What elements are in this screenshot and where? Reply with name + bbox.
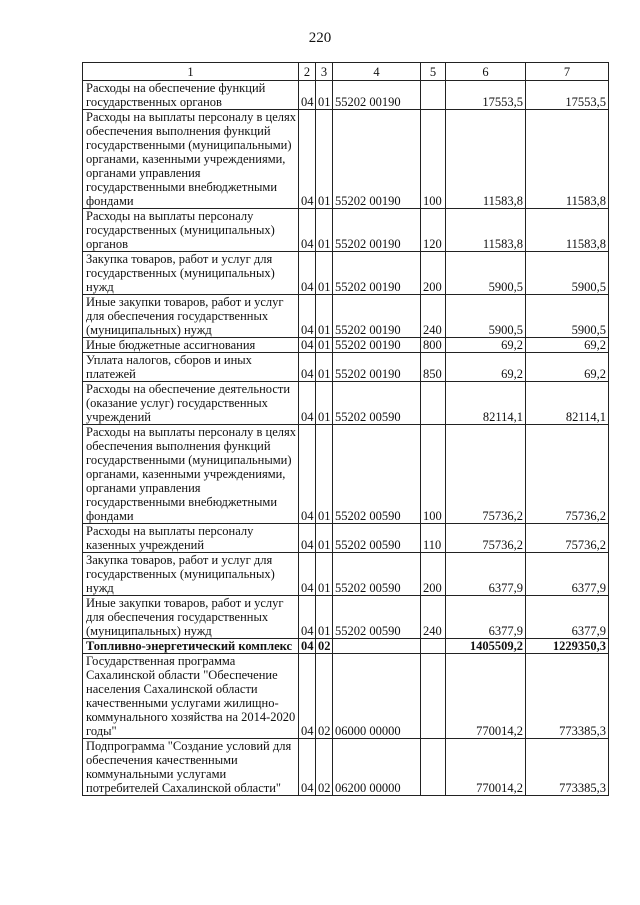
amount-year1-cell: 6377,9 — [446, 596, 526, 639]
subsection-code-cell: 01 — [316, 81, 333, 110]
target-article-cell: 55202 00590 — [333, 524, 421, 553]
table-row — [83, 596, 609, 639]
amount-year2-cell: 773385,3 — [526, 739, 609, 796]
row-name-cell: Иные бюджетные ассигнования — [83, 338, 299, 353]
column-header: 7 — [526, 63, 609, 81]
section-code-cell: 04 — [299, 209, 316, 252]
expense-type-cell: 850 — [421, 353, 446, 382]
row-name-cell: Подпрограмма "Создание условий для обеспечения качественными коммунальными услугами потребителей Сахалинской области" — [83, 739, 299, 796]
amount-year1-cell: 69,2 — [446, 338, 526, 353]
expense-type-cell: 240 — [421, 596, 446, 639]
table-row — [83, 295, 609, 338]
expense-type-cell: 110 — [421, 524, 446, 553]
amount-year2-cell: 5900,5 — [526, 252, 609, 295]
amount-year1-cell: 17553,5 — [446, 81, 526, 110]
subsection-code-cell: 01 — [316, 252, 333, 295]
amount-year1-cell: 5900,5 — [446, 252, 526, 295]
expense-type-cell: 100 — [421, 110, 446, 209]
section-code-cell: 04 — [299, 639, 316, 654]
table-row — [83, 639, 609, 654]
column-header: 1 — [83, 63, 299, 81]
expense-type-cell: 240 — [421, 295, 446, 338]
subsection-code-cell: 01 — [316, 524, 333, 553]
row-name-cell: Государственная программа Сахалинской области "Обеспечение населения Сахалинской области качественными услугами жилищно-коммунального хозяйства на 2014-2020 годы" — [83, 654, 299, 739]
subsection-code-cell: 01 — [316, 553, 333, 596]
table-row — [83, 739, 609, 796]
row-name-cell: Расходы на выплаты персоналу казенных учреждений — [83, 524, 299, 553]
table-row — [83, 252, 609, 295]
subsection-code-cell: 02 — [316, 639, 333, 654]
table-row — [83, 353, 609, 382]
target-article-cell: 55202 00590 — [333, 553, 421, 596]
expense-type-cell — [421, 654, 446, 739]
amount-year2-cell: 69,2 — [526, 338, 609, 353]
subsection-code-cell: 01 — [316, 382, 333, 425]
target-article-cell: 55202 00190 — [333, 252, 421, 295]
row-name-cell: Расходы на обеспечение функций государственных органов — [83, 81, 299, 110]
section-code-cell: 04 — [299, 654, 316, 739]
amount-year1-cell: 6377,9 — [446, 553, 526, 596]
column-header: 5 — [421, 63, 446, 81]
amount-year2-cell: 69,2 — [526, 353, 609, 382]
expense-type-cell — [421, 739, 446, 796]
row-name-cell: Расходы на выплаты персоналу государственных (муниципальных) органов — [83, 209, 299, 252]
row-name-cell: Уплата налогов, сборов и иных платежей — [83, 353, 299, 382]
subsection-code-cell: 01 — [316, 425, 333, 524]
target-article-cell — [333, 639, 421, 654]
target-article-cell: 55202 00190 — [333, 353, 421, 382]
amount-year1-cell: 69,2 — [446, 353, 526, 382]
subsection-code-cell: 01 — [316, 110, 333, 209]
amount-year2-cell: 17553,5 — [526, 81, 609, 110]
section-code-cell: 04 — [299, 524, 316, 553]
row-name-cell: Иные закупки товаров, работ и услуг для обеспечения государственных (муниципальных) нужд — [83, 596, 299, 639]
amount-year2-cell: 11583,8 — [526, 209, 609, 252]
subsection-code-cell: 01 — [316, 353, 333, 382]
amount-year1-cell: 770014,2 — [446, 739, 526, 796]
row-name-cell: Топливно-энергетический комплекс — [83, 639, 299, 654]
target-article-cell: 55202 00590 — [333, 596, 421, 639]
row-name-cell: Расходы на выплаты персоналу в целях обеспечения выполнения функций государственными (муниципальными) органами, казенными учреждениями, органами управления государственными внебюджетными фондами — [83, 110, 299, 209]
amount-year2-cell: 773385,3 — [526, 654, 609, 739]
target-article-cell: 55202 00590 — [333, 425, 421, 524]
amount-year2-cell: 6377,9 — [526, 553, 609, 596]
subsection-code-cell: 01 — [316, 295, 333, 338]
amount-year2-cell: 75736,2 — [526, 524, 609, 553]
target-article-cell: 55202 00190 — [333, 110, 421, 209]
column-header: 3 — [316, 63, 333, 81]
amount-year1-cell: 75736,2 — [446, 524, 526, 553]
expense-type-cell — [421, 81, 446, 110]
table-row — [83, 382, 609, 425]
amount-year1-cell: 82114,1 — [446, 382, 526, 425]
section-code-cell: 04 — [299, 338, 316, 353]
column-header: 2 — [299, 63, 316, 81]
target-article-cell: 55202 00190 — [333, 209, 421, 252]
row-name-cell: Расходы на обеспечение деятельности (оказание услуг) государственных учреждений — [83, 382, 299, 425]
amount-year2-cell: 6377,9 — [526, 596, 609, 639]
section-code-cell: 04 — [299, 739, 316, 796]
expense-type-cell: 800 — [421, 338, 446, 353]
section-code-cell: 04 — [299, 81, 316, 110]
amount-year2-cell: 11583,8 — [526, 110, 609, 209]
amount-year2-cell: 1229350,3 — [526, 639, 609, 654]
column-header: 6 — [446, 63, 526, 81]
section-code-cell: 04 — [299, 425, 316, 524]
target-article-cell: 55202 00190 — [333, 81, 421, 110]
expense-type-cell: 200 — [421, 252, 446, 295]
amount-year1-cell: 11583,8 — [446, 209, 526, 252]
amount-year2-cell: 82114,1 — [526, 382, 609, 425]
expense-type-cell — [421, 639, 446, 654]
amount-year2-cell: 5900,5 — [526, 295, 609, 338]
expense-type-cell — [421, 382, 446, 425]
table-row — [83, 110, 609, 209]
target-article-cell: 55202 00590 — [333, 382, 421, 425]
table-row — [83, 338, 609, 353]
subsection-code-cell: 01 — [316, 209, 333, 252]
target-article-cell: 06200 00000 — [333, 739, 421, 796]
amount-year1-cell: 11583,8 — [446, 110, 526, 209]
table-row — [83, 553, 609, 596]
row-name-cell: Закупка товаров, работ и услуг для государственных (муниципальных) нужд — [83, 553, 299, 596]
subsection-code-cell: 02 — [316, 739, 333, 796]
section-code-cell: 04 — [299, 295, 316, 338]
row-name-cell: Расходы на выплаты персоналу в целях обеспечения выполнения функций государственными (муниципальными) органами, казенными учреждениями, органами управления государственными внебюджетными фондами — [83, 425, 299, 524]
section-code-cell: 04 — [299, 596, 316, 639]
table-row — [83, 654, 609, 739]
target-article-cell: 55202 00190 — [333, 295, 421, 338]
column-header: 4 — [333, 63, 421, 81]
target-article-cell: 06000 00000 — [333, 654, 421, 739]
target-article-cell: 55202 00190 — [333, 338, 421, 353]
subsection-code-cell: 01 — [316, 338, 333, 353]
amount-year1-cell: 1405509,2 — [446, 639, 526, 654]
row-name-cell: Иные закупки товаров, работ и услуг для обеспечения государственных (муниципальных) нужд — [83, 295, 299, 338]
page-number: 220 — [308, 30, 332, 46]
budget-table — [82, 62, 609, 796]
amount-year1-cell: 75736,2 — [446, 425, 526, 524]
subsection-code-cell: 01 — [316, 596, 333, 639]
section-code-cell: 04 — [299, 252, 316, 295]
section-code-cell: 04 — [299, 353, 316, 382]
row-name-cell: Закупка товаров, работ и услуг для государственных (муниципальных) нужд — [83, 252, 299, 295]
amount-year2-cell: 75736,2 — [526, 425, 609, 524]
expense-type-cell: 200 — [421, 553, 446, 596]
amount-year1-cell: 5900,5 — [446, 295, 526, 338]
table-header-row — [83, 63, 609, 81]
table-row — [83, 524, 609, 553]
amount-year1-cell: 770014,2 — [446, 654, 526, 739]
expense-type-cell: 120 — [421, 209, 446, 252]
table-row — [83, 425, 609, 524]
expense-type-cell: 100 — [421, 425, 446, 524]
subsection-code-cell: 02 — [316, 654, 333, 739]
table-row — [83, 81, 609, 110]
section-code-cell: 04 — [299, 382, 316, 425]
section-code-cell: 04 — [299, 553, 316, 596]
section-code-cell: 04 — [299, 110, 316, 209]
table-row — [83, 209, 609, 252]
